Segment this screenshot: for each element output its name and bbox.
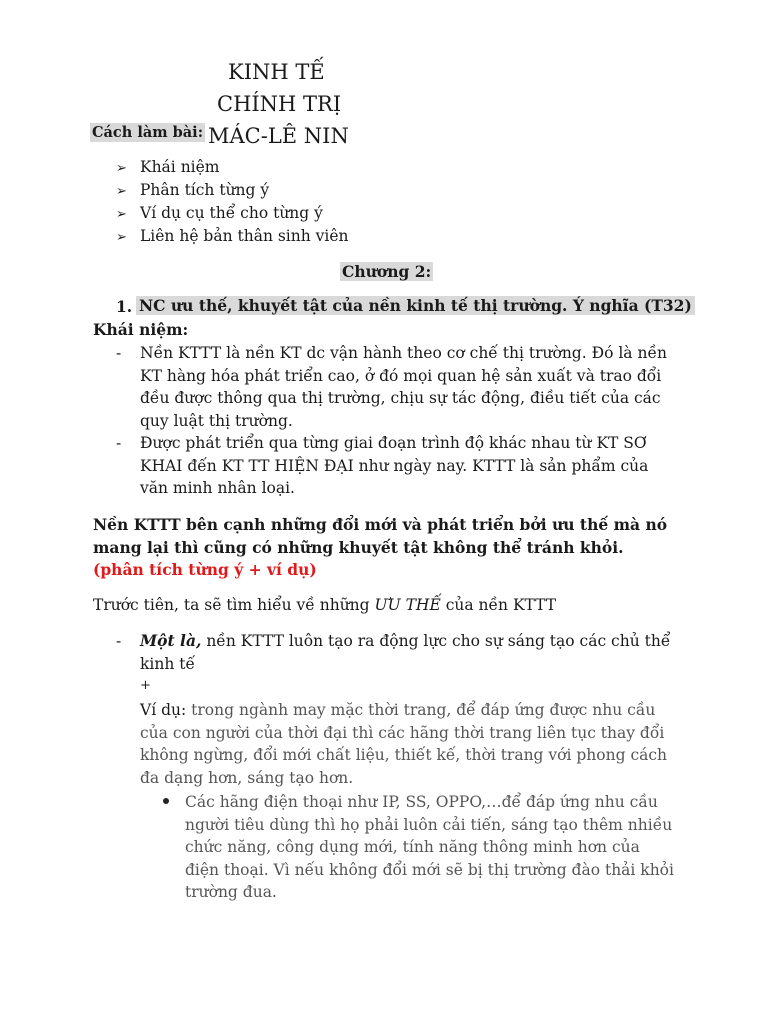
intro-suffix: của nền KTTT [445, 596, 557, 614]
dash-bullet: - [116, 344, 122, 362]
doc-title-line-1: KINH TẾ [228, 60, 325, 84]
method-label: Cách làm bài: [92, 124, 204, 141]
arrow-bullet-icon: ➢ [116, 207, 127, 222]
method-steps-list [116, 156, 349, 248]
concept-item-1: Nền KTTT là nền KT dc vận hành theo cơ chế thị trường. Đó là nền KT hàng hóa phát triển cao, ở đó mọi quan hệ sản xuất và trao đổi đều được thông qua thị trường, chịu sự tác động, điều tiết của các quy luật thị trường. [140, 344, 667, 430]
point-one [140, 630, 675, 675]
method-step [116, 179, 349, 202]
example-text: trong ngành may mặc thời trang, để đáp ứng được nhu cầu của con người của thời đại thì các hãng thời trang liên tục thay đổi không ngừng, đổi mới chất liệu, thiết kế, thời trang với phong cách đa dạng hơn, sáng tạo hơn. [140, 701, 668, 787]
section-heading: NC ưu thế, khuyết tật của nền kinh tế thị trường. Ý nghĩa (T32) [136, 296, 695, 315]
method-step [116, 225, 349, 248]
doc-title-line-3: MÁC-LÊ NIN [208, 124, 349, 148]
method-step [116, 156, 349, 179]
point-one-text: nền KTTT luôn tạo ra động lực cho sự sáng tạo các chủ thể kinh tế [140, 632, 671, 673]
dot-bullet [163, 798, 169, 804]
method-step-text: Khái niệm [140, 158, 220, 176]
bold-statement-text: Nền KTTT bên cạnh những đổi mới và phát triển bởi ưu thế mà nó mang lại thì cũng có những khuyết tật không thể tránh khỏi. [93, 515, 668, 557]
method-step-text: Ví dụ cụ thể cho từng ý [140, 204, 323, 222]
sub-bullet-text: Các hãng điện thoại như IP, SS, OPPO,…để đáp ứng nhu cầu người tiêu dùng thì họ phải luôn cải tiến, sáng tạo thêm nhiều chức năng, công dụng mới, tính năng thông minh hơn của điện thoại. Vì nếu không đổi mới sẽ bị thị trường đào thải khỏi trường đua. [185, 793, 674, 901]
section-number: 1. [116, 297, 133, 316]
concept-label: Khái niệm: [93, 320, 189, 339]
method-step-text: Phân tích từng ý [140, 181, 270, 199]
arrow-bullet-icon: ➢ [116, 161, 127, 176]
dash-bullet: - [116, 632, 122, 650]
example-paragraph [140, 699, 670, 789]
plus-mark: + [140, 678, 151, 693]
method-step [116, 202, 349, 225]
bold-statement-note: (phân tích từng ý + ví dụ) [93, 560, 317, 579]
dash-bullet: - [116, 434, 122, 452]
arrow-bullet-icon: ➢ [116, 184, 127, 199]
method-step-text: Liên hệ bản thân sinh viên [140, 227, 349, 245]
example-label: Ví dụ: [140, 701, 187, 719]
bold-statement [93, 514, 668, 582]
intro-prefix: Trước tiên, ta sẽ tìm hiểu về những [93, 596, 370, 614]
point-one-lead: Một là, [140, 631, 202, 650]
arrow-bullet-icon: ➢ [116, 230, 127, 245]
intro-emphasis: ƯU THẾ [374, 596, 441, 614]
concept-item-2: Được phát triển qua từng giai đoạn trình độ khác nhau từ KT SƠ KHAI đến KT TT HIỆN ĐẠI như ngày nay. KTTT là sản phẩm của văn minh nhân loại. [140, 434, 649, 497]
doc-title-line-2: CHÍNH TRỊ [217, 92, 342, 116]
chapter-heading: Chương 2: [342, 262, 432, 281]
advantages-intro [93, 596, 556, 614]
